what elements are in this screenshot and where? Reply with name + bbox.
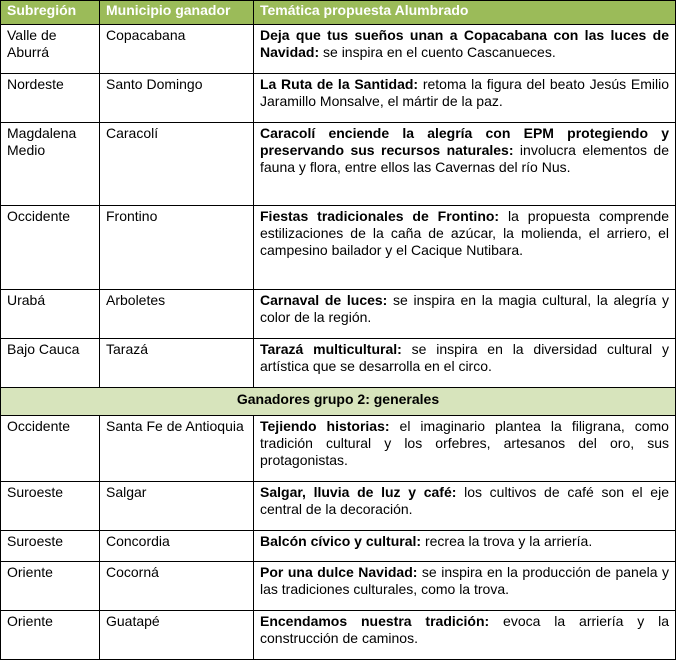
subregion-cell: Suroeste [1,531,100,562]
municipio-cell: Guatapé [100,611,254,660]
municipio-cell: Salgar [100,482,254,531]
subregion-cell: Nordeste [1,74,100,123]
tematica-cell [254,290,676,339]
tematica-cell [254,123,676,206]
table-row [1,531,676,562]
tematica-text: retoma la figura del beato Jesús Emilio Jaramillo Monsalve, el mártir de la paz. [260,76,669,109]
tematica-cell [254,531,676,562]
tematica-cell [254,339,676,388]
tematica-cell [254,206,676,290]
municipio-cell: Caracolí [100,123,254,206]
group-2-row [1,388,676,416]
tematica-title: Tarazá multicultural: [260,341,402,357]
municipio-cell: Cocorná [100,562,254,611]
tematica-cell [254,74,676,123]
header-row [1,1,676,25]
group-2-label: Ganadores grupo 2: generales [1,388,676,416]
tematica-text: el imaginario plantea la filigrana, como tradición cultural y los orfebres, artesanos del oro, sus protagonistas. [260,418,669,468]
tematica-cell [254,562,676,611]
tematica-title: Carnaval de luces: [260,292,388,308]
header-tematica: Temática propuesta Alumbrado [254,1,676,25]
subregion-cell: Suroeste [1,482,100,531]
tematica-cell [254,482,676,531]
municipio-cell: Santo Domingo [100,74,254,123]
table-row [1,416,676,482]
subregion-cell: Valle de Aburrá [1,25,100,74]
subregion-cell: Occidente [1,206,100,290]
tematica-title: Balcón cívico y cultural: [260,533,422,549]
municipio-cell: Tarazá [100,339,254,388]
tematica-text: se inspira en el cuento Cascanueces. [319,44,556,60]
municipio-cell: Copacabana [100,25,254,74]
tematica-title: Salgar, lluvia de luz y café: [260,484,457,500]
subregion-cell: Urabá [1,290,100,339]
tematica-text: evoca la arriería y la construcción de caminos. [260,613,669,646]
table-row [1,482,676,531]
table-row [1,123,676,206]
subregion-cell: Oriente [1,562,100,611]
tematica-title: Por una dulce Navidad: [260,564,418,580]
subregion-cell: Bajo Cauca [1,339,100,388]
tematica-text: se inspira en la diversidad cultural y artística que se desarrolla en el circo. [260,341,669,374]
table-row [1,25,676,74]
header-municipio: Municipio ganador [100,1,254,25]
municipio-cell: Frontino [100,206,254,290]
table-row [1,290,676,339]
tematica-title: Encendamos nuestra tradición: [260,613,490,629]
table-row [1,611,676,660]
table-row [1,206,676,290]
table-row [1,339,676,388]
municipio-cell: Santa Fe de Antioquia [100,416,254,482]
tematica-title: Tejiendo historias: [260,418,390,434]
tematica-title: Caracolí enciende la alegría con EPM protegiendo y preservando sus recursos naturales: [260,125,669,158]
tematica-cell [254,611,676,660]
tematica-text: involucra elementos de fauna y flora, entre ellos las Cavernas del río Nus. [260,142,669,175]
subregion-cell: Magdalena Medio [1,123,100,206]
tematica-cell [254,416,676,482]
tematica-text: se inspira en la producción de panela y las tradiciones culturales, como la trova. [260,564,670,597]
tematica-text: la propuesta comprende estilizaciones de la caña de azúcar, la molienda, el arriero, el campesino bailador y el Cacique Nutibara. [260,208,670,258]
header-subregion: Subregión [1,1,100,25]
tematica-text: recrea la trova y la arriería. [421,533,593,549]
municipio-cell: Arboletes [100,290,254,339]
table-row [1,74,676,123]
tematica-text: los cultivos de café son el eje central de la decoración. [260,484,669,517]
tematica-cell [254,25,676,74]
tematica-title: La Ruta de la Santidad: [260,76,419,92]
subregion-cell: Oriente [1,611,100,660]
table-row [1,562,676,611]
municipio-cell: Concordia [100,531,254,562]
tematica-title: Fiestas tradicionales de Frontino: [260,208,500,224]
tematica-text: se inspira en la magia cultural, la alegría y color de la región. [260,292,669,325]
subregion-cell: Occidente [1,416,100,482]
tematica-title: Deja que tus sueños unan a Copacabana con las luces de Navidad: [260,27,669,60]
